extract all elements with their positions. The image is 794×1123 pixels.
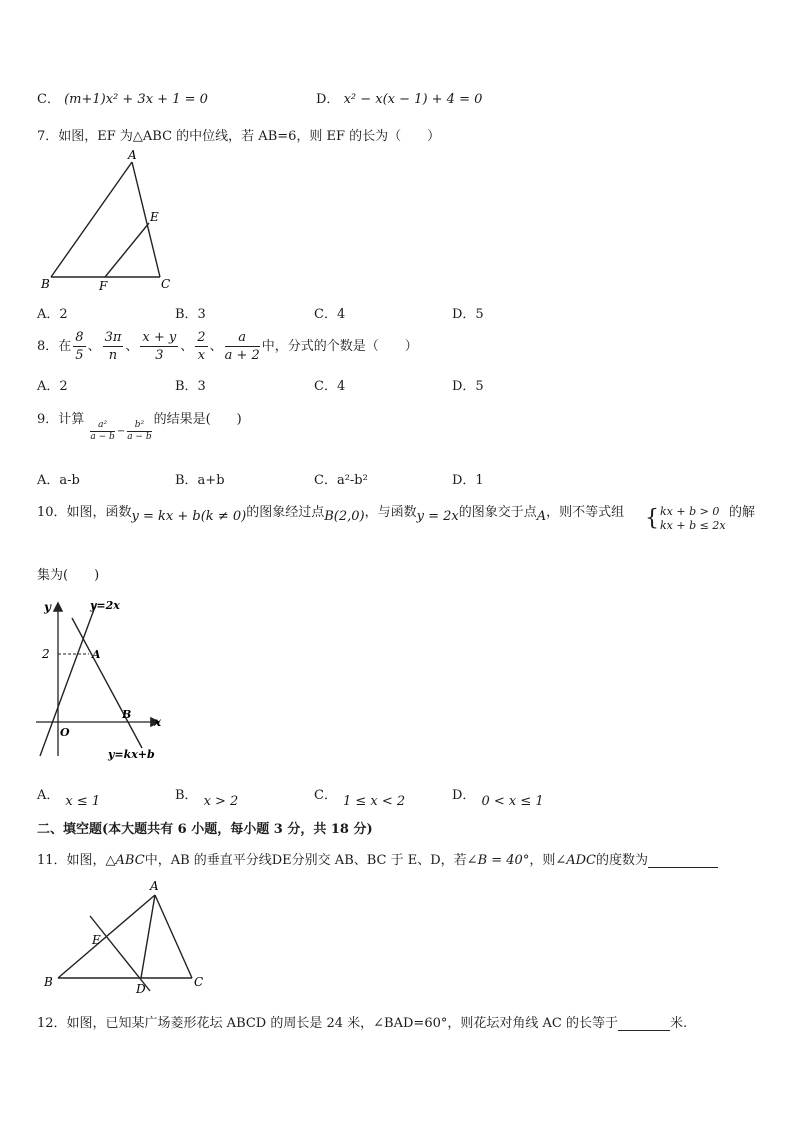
q8-sep-4: 、 — [209, 339, 223, 354]
q8-fraction-5-num: a — [225, 329, 260, 347]
q7-segment-ef — [105, 223, 149, 277]
q8-option-d: D．5 — [452, 379, 484, 394]
q10-function-1: y = kx + b(k ≠ 0) — [131, 509, 247, 524]
q10-option-a-expr: x ≤ 1 — [65, 794, 101, 809]
q11-side-ac — [155, 895, 192, 978]
q7-option-c: C．4 — [314, 307, 346, 322]
q10-inequality-system — [645, 505, 726, 533]
q9-fraction-2-num: b² — [127, 420, 151, 432]
q11-stem — [37, 849, 718, 868]
q7-option-b: B．3 — [175, 307, 206, 322]
q11-label-e: E — [92, 933, 101, 947]
q8-fraction-5-den: a + 2 — [224, 348, 260, 363]
q10-option-a-label: A． — [37, 788, 60, 803]
q8-fraction-1 — [73, 329, 85, 364]
q10-text-3: ，与函数 — [364, 505, 417, 520]
q10-option-d-expr: 0 < x ≤ 1 — [481, 794, 544, 809]
q9-option-d: D．1 — [452, 473, 484, 488]
q10-label-ykxb: y=kx+b — [108, 748, 155, 761]
q9-fraction-2-den: a − b — [127, 432, 152, 442]
q8-fraction-2-num: 3π — [104, 330, 122, 345]
q8-fraction-3-den: 3 — [155, 348, 164, 363]
q10-system-line-2: kx + b ≤ 2x — [660, 519, 726, 532]
q9-fraction-1-den: a − b — [90, 432, 115, 442]
q10-text-1: 10．如图，函数 — [37, 505, 132, 520]
q7-label-e: E — [150, 210, 159, 224]
q6-option-d — [316, 88, 482, 107]
q9-fraction-2 — [127, 420, 151, 443]
q9-fraction-1 — [90, 420, 114, 443]
q9-minus: − — [116, 426, 126, 437]
q11-text-2: 中，AB 的垂直平分线DE分别交 AB、BC 于 E、D，若 — [144, 853, 467, 868]
q8-fraction-4 — [195, 329, 207, 364]
q10-figure — [32, 596, 172, 766]
q8-fraction-3-num: x + y — [142, 330, 177, 345]
q10-stem — [37, 501, 625, 524]
q6-option-c — [37, 88, 208, 107]
q10-label-b: B — [122, 708, 132, 721]
q10-label-a: A — [92, 648, 101, 661]
q6-option-d-label: D． — [316, 92, 340, 107]
q10-point-b: B(2,0) — [324, 509, 365, 524]
q12-stem — [37, 1012, 687, 1031]
q8-sep-2: 、 — [125, 339, 139, 354]
q10-option-d — [452, 784, 544, 809]
q10-option-c-expr: 1 ≤ x < 2 — [342, 794, 406, 809]
q8-fraction-1-num: 8 — [75, 330, 84, 345]
q10-label-x: x — [154, 715, 162, 729]
q12-text-2: 米. — [669, 1016, 688, 1031]
q11-angle-adc: ∠ADC — [555, 853, 596, 868]
q8-stem — [37, 327, 418, 367]
q8-suffix: 中，分式的个数是（ ） — [261, 339, 418, 354]
q11-figure — [40, 876, 220, 994]
q11-label-d: D — [136, 982, 146, 994]
q10-option-b — [175, 784, 239, 809]
q12-answer-blank[interactable] — [618, 1016, 670, 1031]
q10-line-kx-b — [72, 618, 142, 748]
q10-label-y: y — [44, 600, 51, 614]
q10-label-o: O — [60, 726, 70, 739]
q7-label-f: F — [99, 279, 108, 293]
q8-fraction-3 — [140, 329, 178, 364]
q8-sep-3: 、 — [180, 339, 194, 354]
q10-option-c-label: C． — [314, 788, 337, 803]
q11-label-c: C — [194, 975, 204, 989]
q10-option-a — [37, 784, 101, 809]
q9-option-c: C．a²-b² — [314, 473, 368, 488]
q11-triangle: △ABC — [105, 853, 145, 868]
q12-text-1: 12．如图，已知某广场菱形花坛 ABCD 的周长是 24 米，∠BAD=60°，则花坛对角线 AC 的长等于 — [37, 1016, 618, 1031]
q7-stem: 7．如图，EF 为△ABC 的中位线，若 AB=6，则 EF 的长为（ ） — [37, 129, 441, 144]
q10-text-2: 的图象经过点 — [246, 505, 325, 520]
q9-option-b: B．a+b — [175, 473, 225, 488]
q7-label-a: A — [128, 148, 137, 162]
q8-option-c: C．4 — [314, 379, 346, 394]
q10-option-b-expr: x > 2 — [203, 794, 239, 809]
q7-figure — [38, 148, 178, 294]
q10-label-y2x: y=2x — [90, 599, 120, 612]
q8-fraction-4-num: 2 — [197, 330, 206, 345]
q10-option-d-label: D． — [452, 788, 476, 803]
section2-title: 二、填空题(本大题共有 6 小题，每小题 3 分，共 18 分) — [37, 822, 373, 837]
q6-option-d-expr: x² − x(x − 1) + 4 = 0 — [343, 92, 483, 107]
q9-fraction-1-num: a² — [90, 420, 114, 432]
q11-perpendicular-bisector — [90, 916, 150, 991]
q10-text-5: ，则不等式组 — [546, 505, 625, 520]
q11-label-a: A — [150, 879, 159, 893]
q10-option-b-label: B． — [175, 788, 198, 803]
q6-option-c-label: C． — [37, 92, 60, 107]
q10-line-2: 集为( ) — [37, 568, 100, 583]
q7-label-c: C — [161, 277, 171, 291]
q10-option-c — [314, 784, 406, 809]
q8-prefix: 8．在 — [37, 339, 72, 354]
q8-fraction-2 — [103, 329, 124, 364]
q11-text-4: 的度数为 — [596, 853, 649, 868]
q8-fraction-5 — [225, 329, 260, 364]
q11-label-b: B — [44, 975, 53, 989]
q8-fraction-2-den: n — [108, 348, 118, 363]
q10-brace: { — [645, 506, 659, 531]
q8-sep-1: 、 — [87, 339, 101, 354]
q11-text-1: 11．如图， — [37, 853, 106, 868]
q6-option-c-expr: (m+1)x² + 3x + 1 = 0 — [64, 92, 208, 107]
q9-suffix: 的结果是( ) — [153, 412, 242, 427]
q9-option-a: A．a-b — [37, 473, 80, 488]
q9-stem — [37, 408, 242, 443]
q10-system-lines — [660, 505, 726, 533]
q10-text-4: 的图象交于点 — [458, 505, 537, 520]
q10-system-line-1: kx + b > 0 — [660, 505, 720, 518]
q10-function-2: y = 2x — [416, 509, 459, 524]
q10-point-a: A — [536, 509, 547, 524]
q8-option-a: A．2 — [37, 379, 68, 394]
q8-fraction-4-den: x — [197, 348, 206, 363]
q8-option-b: B．3 — [175, 379, 206, 394]
q11-segment-ad — [141, 895, 155, 978]
q7-option-a: A．2 — [37, 307, 68, 322]
q10-label-2: 2 — [42, 647, 50, 661]
q11-answer-blank[interactable] — [648, 853, 718, 868]
q8-fraction-1-den: 5 — [75, 348, 84, 363]
q7-option-d: D．5 — [452, 307, 484, 322]
q11-text-3: ，则 — [529, 853, 556, 868]
q7-label-b: B — [41, 277, 50, 291]
q10-text-6: 的解 — [729, 505, 756, 520]
q11-angle-b: ∠B = 40° — [466, 853, 530, 868]
q9-prefix: 9．计算 — [37, 412, 85, 427]
